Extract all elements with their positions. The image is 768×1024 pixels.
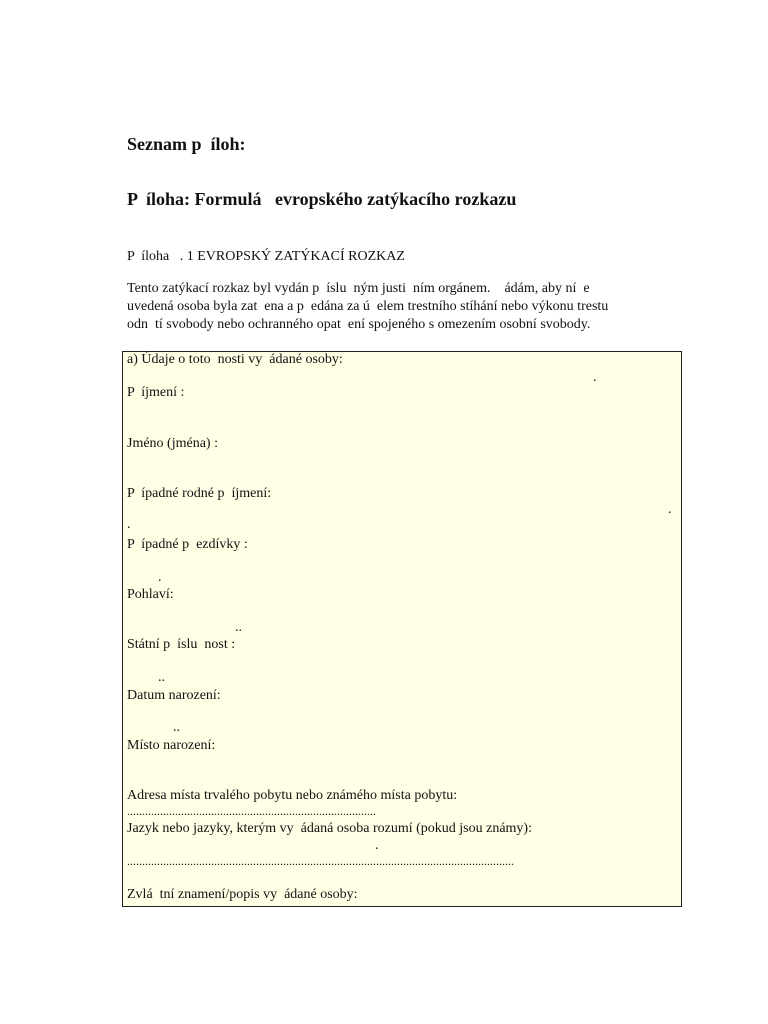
intro-line-2: uvedená osoba byla zat ena a p edána za ú elem trestního stíhání nebo výkonu trestu (127, 299, 609, 314)
field-surname-label[interactable]: P íjmení : (127, 385, 185, 400)
intro-line-3: odn tí svobody nebo ochranného opat ení spojeného s omezením osobní svobody. (127, 317, 591, 332)
field-mark: .. (173, 720, 180, 735)
field-nationality-label[interactable]: Státní p íslu nost : (127, 637, 236, 652)
field-mark: . (593, 370, 597, 385)
field-sex-label[interactable]: Pohlaví: (127, 587, 174, 602)
section-a-heading: a) Údaje o toto nosti vy ádané osoby: (127, 352, 343, 367)
field-birth-date-label[interactable]: Datum narození: (127, 688, 221, 703)
field-language-label[interactable]: Jazyk nebo jazyky, kterým vy ádaná osoba rozumí (pokud jsou známy): (127, 821, 532, 836)
dotted-line: ................................................................................... (127, 804, 376, 818)
annex-label: P íloha . 1 EVROPSKÝ ZATÝKACÍ ROZKAZ (127, 249, 405, 264)
field-mark: .. (158, 670, 165, 685)
dotted-line: ................................................................................................................................. (127, 854, 514, 868)
field-address-label[interactable]: Adresa místa trvalého pobytu nebo známého místa pobytu: (127, 788, 458, 803)
field-given-names-label[interactable]: Jméno (jména) : (127, 436, 218, 451)
intro-line-1: Tento zatýkací rozkaz byl vydán p íslu ným justi ním orgánem. ádám, aby ní e (127, 281, 590, 296)
field-mark: . (375, 838, 379, 853)
field-mark: . (668, 502, 672, 517)
field-birth-place-label[interactable]: Místo narození: (127, 738, 216, 753)
annex-heading: P íloha: Formulá evropského zatýkacího rozkazu (127, 189, 517, 209)
field-mark: . (127, 517, 131, 532)
field-mark: . (158, 570, 162, 585)
field-birth-surname-label[interactable]: P ípadné rodné p íjmení: (127, 486, 272, 501)
field-nicknames-label[interactable]: P ípadné p ezdívky : (127, 537, 248, 552)
page-title: Seznam p íloh: (127, 134, 246, 154)
field-mark: .. (235, 620, 242, 635)
field-marks-description-label[interactable]: Zvlá tní znamení/popis vy ádané osoby: (127, 887, 358, 902)
form-section-a (122, 351, 682, 907)
